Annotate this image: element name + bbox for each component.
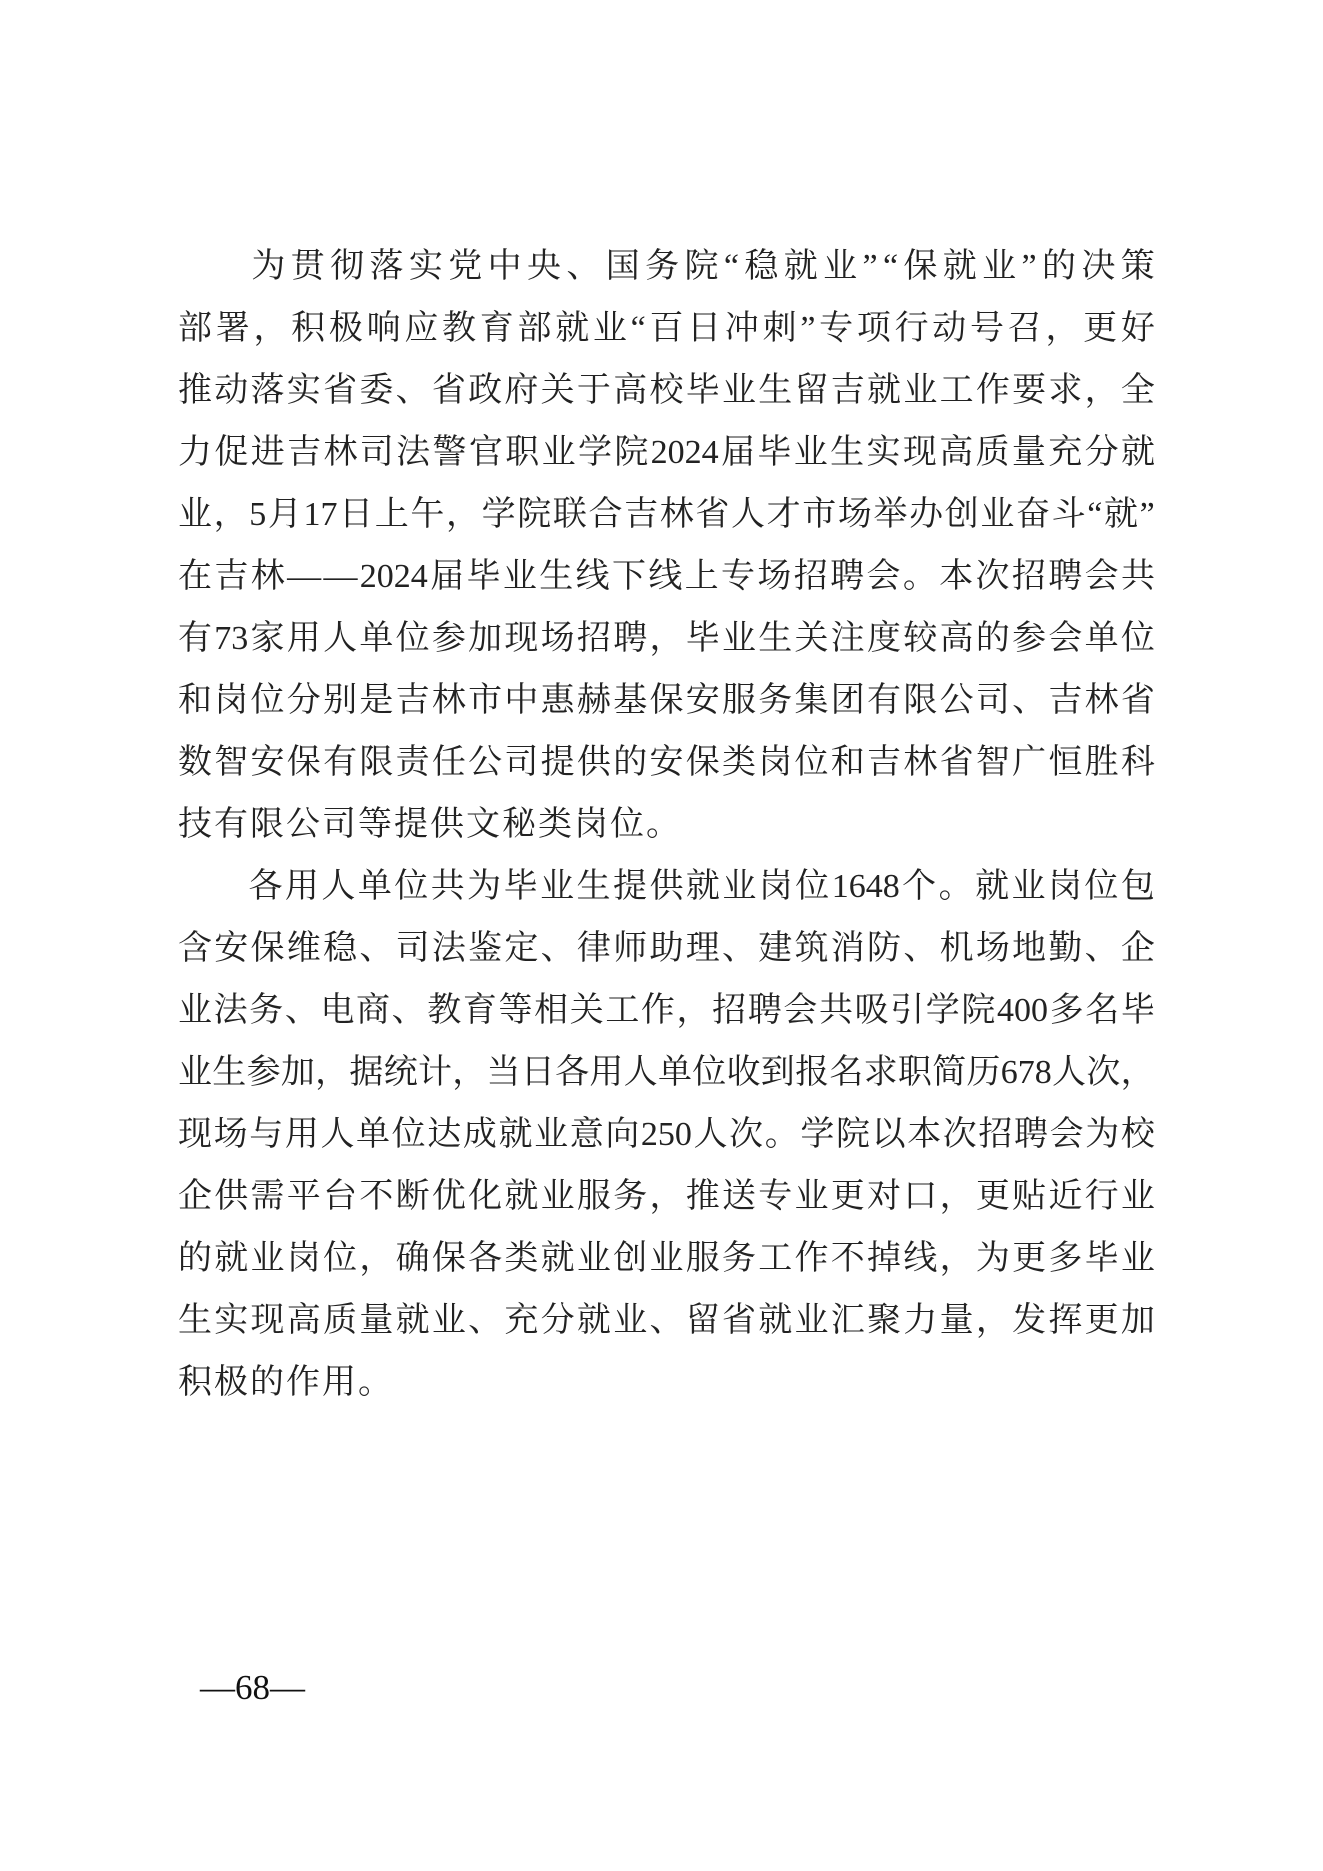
text-line: 数 智 安 保 有 限 责 任 公 司 提 供 的 安 保 类 岗 位 和 吉 林 省 智 广 恒 胜 科 — [178, 744, 1155, 781]
text-line: 的 就 业 岗 位 ， 确 保 各 类 就 业 创 业 服 务 工 作 不 掉 线 ， 为 更 多 毕 业 — [178, 1240, 1155, 1277]
text-line: 部 署 ， 积 极 响 应 教 育 部 就 业 “ 百 日 冲 刺 ” 专 项 行 动 号 召 ， 更 好 — [178, 310, 1155, 347]
paragraph-indent — [178, 236, 246, 298]
text-line: 生 实 现 高 质 量 就 业 、 充 分 就 业 、 留 省 就 业 汇 聚 力 量 ， 发 挥 更 加 — [178, 1302, 1155, 1339]
text-line: 为 贯 彻 落 实 党 中 央 、 国 务 院 “ 稳 就 业 ” “ 保 就 业 ” 的 决 策 — [178, 236, 1155, 298]
text-line: 在 吉 林 — — 2024 届 毕 业 生 线 下 线 上 专 场 招 聘 会 。 本 次 招 聘 会 共 — [178, 558, 1155, 595]
page-number: —68— — [200, 1668, 305, 1707]
text-line: 和 岗 位 分 别 是 吉 林 市 中 惠 赫 基 保 安 服 务 集 团 有 限 公 司 、 吉 林 省 — [178, 682, 1155, 719]
text-line: 积极的作用。 — [178, 1364, 394, 1401]
text-line: 技有限公司等提供文秘类岗位。 — [178, 806, 682, 843]
text-line: 企 供 需 平 台 不 断 优 化 就 业 服 务 ， 推 送 专 业 更 对 口 ， 更 贴 近 行 业 — [178, 1178, 1155, 1215]
text-line: 含 安 保 维 稳 、 司 法 鉴 定 、 律 师 助 理 、 建 筑 消 防 、 机 场 地 勤 、 企 — [178, 930, 1155, 967]
text-line: 各 用 人 单 位 共 为 毕 业 生 提 供 就 业 岗 位 1648 个 。 就 业 岗 位 包 — [178, 856, 1155, 918]
text-line: 有 73 家 用 人 单 位 参 加 现 场 招 聘 ， 毕 业 生 关 注 度 较 高 的 参 会 单 位 — [178, 620, 1155, 657]
body-text — [178, 236, 1155, 1414]
paragraph-indent — [178, 856, 246, 918]
text-line: 力 促 进 吉 林 司 法 警 官 职 业 学 院 2024 届 毕 业 生 实 现 高 质 量 充 分 就 — [178, 434, 1155, 471]
text-line: 业 生 参 加 ， 据 统 计 ， 当 日 各 用 人 单 位 收 到 报 名 求 职 简 历 678 人 次 ， — [178, 1054, 1155, 1091]
text-line: 业 法 务 、 电 商 、 教 育 等 相 关 工 作 ， 招 聘 会 共 吸 引 学 院 400 多 名 毕 — [178, 992, 1155, 1029]
text-line: 推 动 落 实 省 委 、 省 政 府 关 于 高 校 毕 业 生 留 吉 就 业 工 作 要 求 ， 全 — [178, 372, 1155, 409]
text-line: 现 场 与 用 人 单 位 达 成 就 业 意 向 250 人 次 。 学 院 以 本 次 招 聘 会 为 校 — [178, 1116, 1155, 1153]
text-line: 业 ， 5 月 17 日 上 午 ， 学 院 联 合 吉 林 省 人 才 市 场 举 办 创 业 奋 斗 “ 就 ” — [178, 496, 1155, 533]
